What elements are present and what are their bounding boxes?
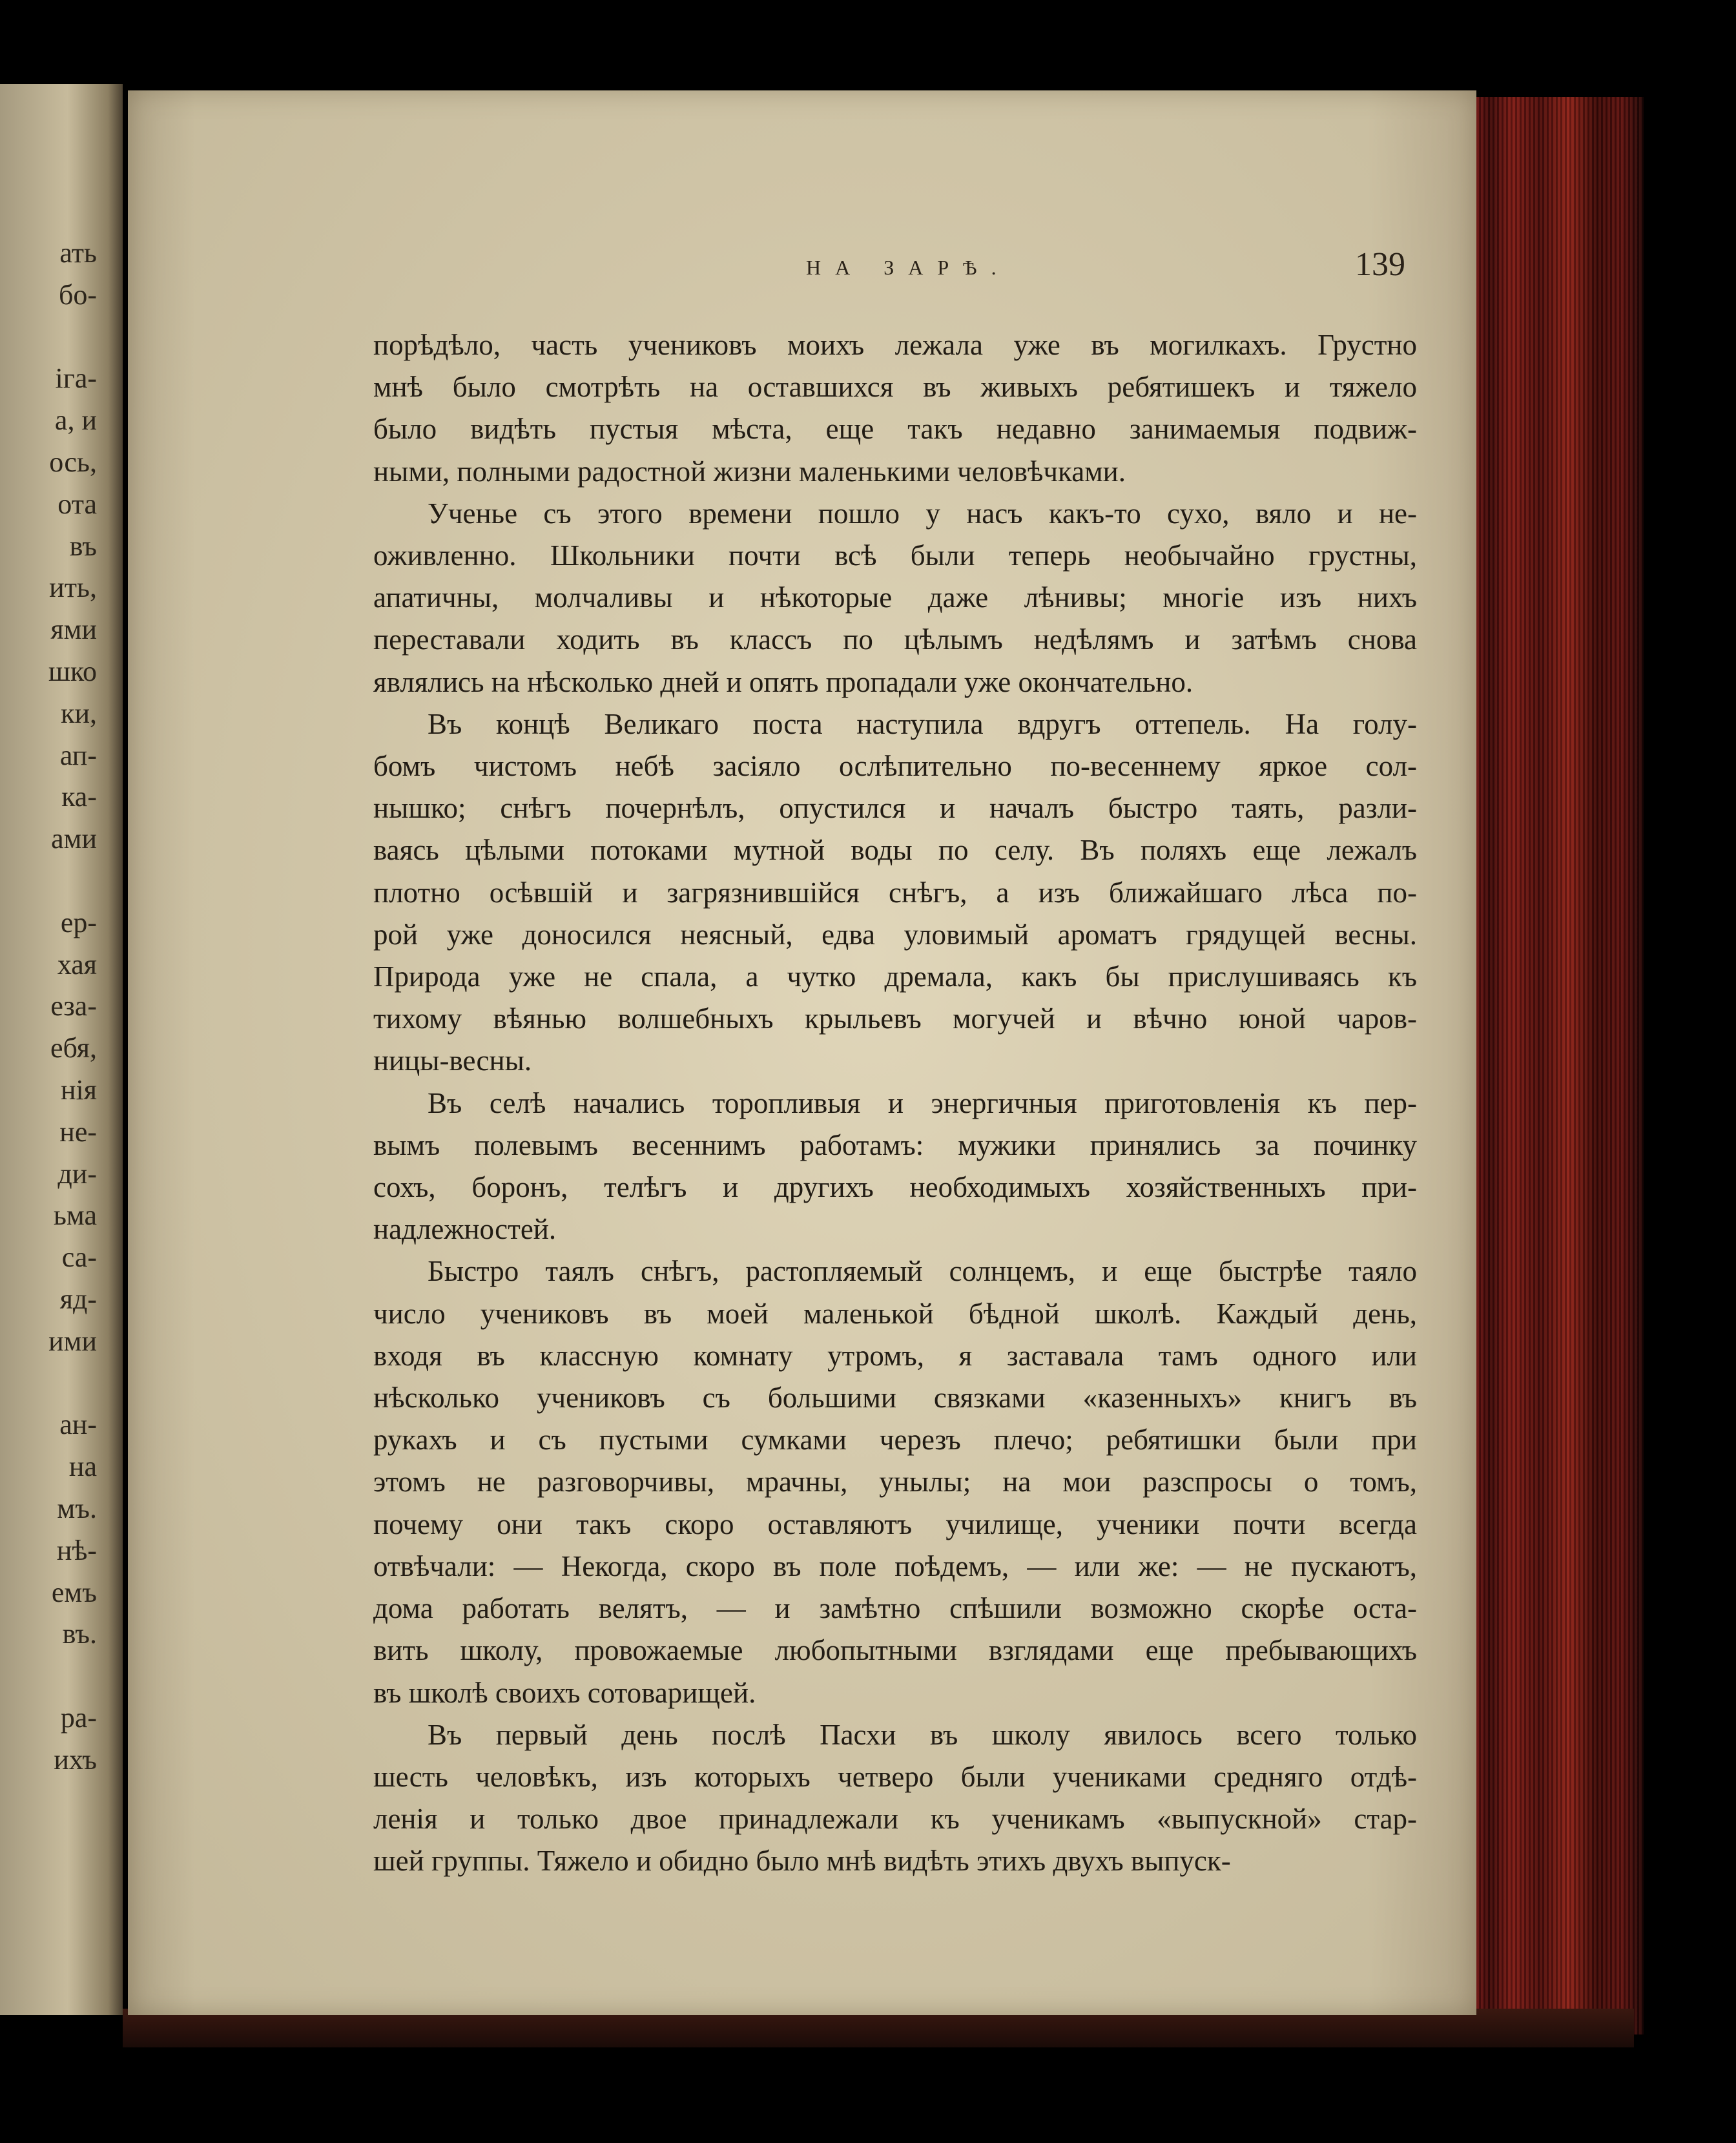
left-page-fragment: са- xyxy=(61,1241,97,1274)
left-page-fragment: въ. xyxy=(62,1618,97,1650)
left-page-fragment: ра- xyxy=(60,1701,97,1734)
left-page-fragment: ан- xyxy=(59,1409,97,1441)
paragraph xyxy=(373,703,1417,1082)
paragraph xyxy=(373,1082,1417,1251)
left-page-fragment: ьма xyxy=(53,1199,97,1232)
text-line: ными, полными радостной жизни маленькими человѣчками. xyxy=(373,455,1126,488)
text-line: ленія и только двое принадлежали къ ученикамъ «выпускной» стар- xyxy=(373,1803,1417,1836)
left-page-fragment: а, и xyxy=(54,404,97,437)
left-page-fragment: шко xyxy=(48,655,97,687)
running-head: НА ЗАРѢ. xyxy=(806,256,1011,279)
text-line: оживленно. Школьники почти всѣ были теперь необычайно грустны, xyxy=(373,539,1417,572)
book-page-edges xyxy=(1456,97,1644,2034)
left-page-fragment: бо- xyxy=(58,278,97,311)
text-line: ваясь цѣлыми потоками мутной воды по селу. Въ поляхъ еще лежалъ xyxy=(373,834,1417,867)
left-page-fragment: не- xyxy=(59,1115,97,1148)
text-line: рукахъ и съ пустыми сумками черезъ плечо; ребятишки были при xyxy=(373,1423,1417,1456)
left-page-fragment: ер- xyxy=(60,906,97,938)
left-page-fragment: ями xyxy=(50,614,97,646)
text-line: было видѣть пустыя мѣста, еще такъ недавно занимаемыя подвиж- xyxy=(373,413,1417,446)
text-line: тихому вѣянью волшебныхъ крыльевъ могучей и вѣчно юной чаров- xyxy=(373,1002,1417,1035)
text-line: сохъ, боронъ, телѣгъ и другихъ необходимыхъ хозяйственныхъ при- xyxy=(373,1171,1417,1204)
text-line: порѣдѣло, часть учениковъ моихъ лежала уже въ могилкахъ. Грустно xyxy=(373,329,1417,361)
left-page-fragment: ка- xyxy=(61,781,97,813)
page-number: 139 xyxy=(1355,246,1405,283)
text-line: отвѣчали: — Некогда, скоро въ поле поѣдемъ, — или же: — не пускаютъ, xyxy=(373,1549,1417,1582)
left-page-fragment: яд- xyxy=(59,1283,97,1315)
left-page-fragment: емъ xyxy=(51,1576,97,1608)
left-page-text-fragments xyxy=(0,233,97,1781)
left-page-fragment xyxy=(0,1363,97,1405)
left-page-fragment: ап- xyxy=(59,739,97,771)
left-page-fragment: нія xyxy=(60,1073,97,1106)
left-page-fragment: нѣ- xyxy=(56,1534,97,1566)
left-page-fragment: на xyxy=(68,1451,97,1483)
text-line: почему они такъ скоро оставляютъ училище, ученики почти всегда xyxy=(373,1507,1417,1540)
book-page xyxy=(128,90,1476,2015)
left-page-fragment: ами xyxy=(51,823,97,855)
text-line: бомъ чистомъ небѣ засіяло ослѣпительно по-весеннему яркое сол- xyxy=(373,750,1417,783)
text-line: нышко; снѣгъ почернѣлъ, опустился и началъ быстро таять, разли- xyxy=(373,792,1417,825)
paragraph xyxy=(373,493,1417,703)
left-page-fragment: ими xyxy=(48,1325,97,1357)
left-page-fragment: ить, xyxy=(49,572,97,604)
text-line: плотно осѣвшій и загрязнившійся снѣгъ, а изъ ближайшаго лѣса по- xyxy=(373,876,1417,909)
text-line: Въ первый день послѣ Пасхи въ школу явилось всего только xyxy=(428,1718,1417,1751)
left-page-fragment: хая xyxy=(57,948,97,980)
text-line: шей группы. Тяжело и обидно было мнѣ видѣть этихъ двухъ выпуск- xyxy=(373,1845,1231,1878)
text-line: дома работать велятъ, — и замѣтно спѣшили возможно скорѣе оста- xyxy=(373,1592,1417,1625)
left-page-fragment: ать xyxy=(59,237,97,269)
text-line: надлежностей. xyxy=(373,1213,557,1246)
text-line: вить школу, провожаемые любопытными взглядами еще пребывающихъ xyxy=(373,1634,1417,1667)
text-line: мнѣ было смотрѣть на оставшихся въ живыхъ ребятишекъ и тяжело xyxy=(373,371,1417,404)
left-page-fragment: ихъ xyxy=(54,1743,97,1775)
body-text xyxy=(373,324,1417,1883)
left-page-fragment xyxy=(0,860,97,902)
left-page-fragment xyxy=(0,316,97,358)
left-page-fragment: ебя, xyxy=(50,1032,97,1064)
paragraph xyxy=(373,1250,1417,1713)
left-page-fragment: ди- xyxy=(57,1157,97,1190)
text-line: апатичны, молчаливы и нѣкоторые даже лѣнивы; многіе изъ нихъ xyxy=(373,581,1417,614)
text-line: входя въ классную комнату утромъ, я заставала тамъ одного или xyxy=(373,1339,1417,1372)
text-line: Природа уже не спала, а чутко дремала, какъ бы прислушиваясь къ xyxy=(373,960,1417,993)
text-line: въ школѣ своихъ сотоварищей. xyxy=(373,1676,756,1709)
text-line: Быстро таялъ снѣгъ, растопляемый солнцемъ, и еще быстрѣе таяло xyxy=(428,1255,1417,1288)
left-page-fragment: ота xyxy=(57,488,97,520)
text-line: нѣсколько учениковъ съ большими связками «казенныхъ» книгъ въ xyxy=(373,1382,1417,1414)
text-line: Ученье съ этого времени пошло у насъ какъ-то сухо, вяло и не- xyxy=(428,497,1417,530)
left-page-fragment: еза- xyxy=(50,990,97,1022)
text-line: переставали ходить въ классъ по цѣлымъ недѣлямъ и затѣмъ снова xyxy=(373,623,1417,656)
text-line: шесть человѣкъ, изъ которыхъ четверо были учениками средняго отдѣ- xyxy=(373,1760,1417,1793)
text-line: число учениковъ въ моей маленькой бѣдной школѣ. Каждый день, xyxy=(373,1297,1417,1330)
left-page-fragment: въ xyxy=(69,530,97,562)
left-page-fragment: ось, xyxy=(49,446,97,478)
text-line: рой уже доносился неясный, едва уловимый ароматъ грядущей весны. xyxy=(373,918,1417,951)
text-line: этомъ не разговорчивы, мрачны, унылы; на мои разспросы о томъ, xyxy=(373,1465,1417,1498)
left-page-fragment: іга- xyxy=(55,362,97,395)
text-line: Въ концѣ Великаго поста наступила вдругъ оттепель. На голу- xyxy=(428,707,1417,740)
left-page-fragment: мъ. xyxy=(57,1492,97,1524)
text-line: ницы-весны. xyxy=(373,1044,532,1077)
text-line: вымъ полевымъ весеннимъ работамъ: мужики принялись за починку xyxy=(373,1128,1417,1161)
left-page-fragment xyxy=(0,1655,97,1697)
paragraph xyxy=(373,1714,1417,1883)
left-page xyxy=(0,84,123,2015)
text-line: являлись на нѣсколько дней и опять пропадали уже окончательно. xyxy=(373,665,1194,698)
paragraph xyxy=(373,324,1417,493)
left-page-fragment: ки, xyxy=(61,697,97,729)
text-line: Въ селѣ начались торопливыя и энергичныя приготовленія къ пер- xyxy=(428,1086,1417,1119)
